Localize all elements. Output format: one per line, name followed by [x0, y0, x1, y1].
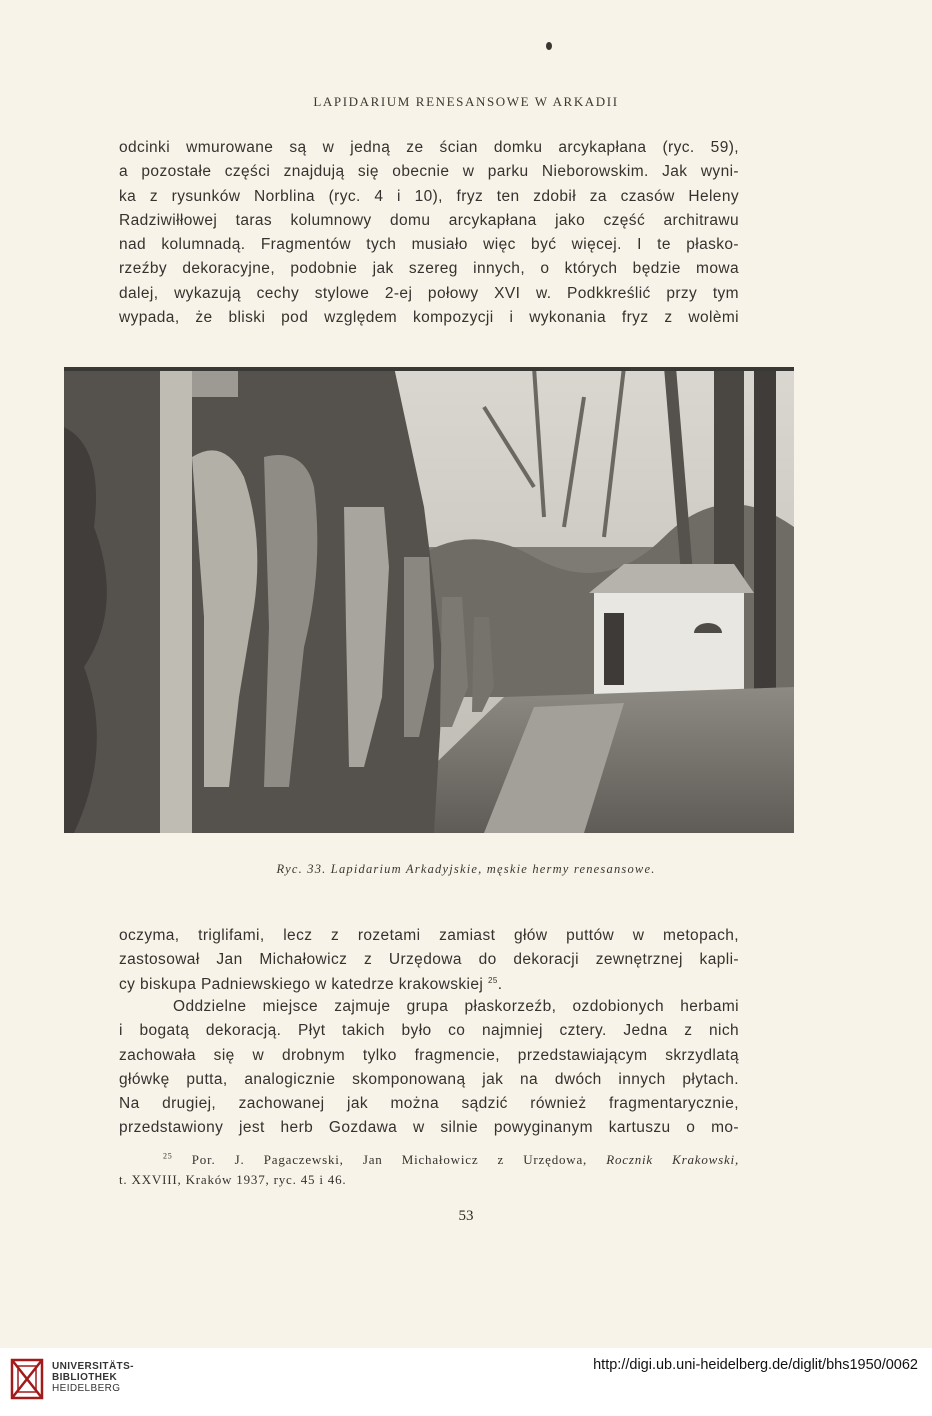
library-name: [52, 1361, 134, 1394]
text-line: i bogatą dekoracją. Płyt takich było co najmniej cztery. Jedna z nich: [119, 1022, 739, 1040]
text-line: rzeźby dekoracyjne, podobnie jak szereg innych, o których będzie mowa: [119, 260, 739, 278]
text-line: przedstawiony jest herb Gozdawa w silnie powyginanym kartuszu o mo-: [119, 1119, 739, 1137]
page-number: 53: [458, 1208, 474, 1224]
text-line: główkę putta, analogicznie skomponowaną jak na dwóch innych płytach.: [119, 1070, 739, 1088]
text-line: ka z rysunków Norblina (ryc. 4 i 10), fryz ten zdobił za czasów Heleny: [119, 187, 739, 205]
figure-caption: Ryc. 33. Lapidarium Arkadyjskie, męskie hermy renesansowe.: [276, 862, 656, 876]
library-name-line: BIBLIOTHEK: [52, 1372, 118, 1383]
text-line: [119, 973, 739, 997]
permalink-url[interactable]: http://digi.ub.uni-heidelberg.de/diglit/bhs1950/0062: [593, 1357, 918, 1373]
text-line: a pozostałe części znajdują się obecnie w parku Nieborowskim. Jak wyni-: [119, 163, 739, 181]
text-line: Oddzielne miejsce zajmuje grupa płaskorzeźb, ozdobionych herbami: [173, 998, 739, 1015]
library-name-line: UNIVERSITÄTS-: [52, 1361, 134, 1372]
footnote: [119, 1150, 739, 1190]
footnote-line: [119, 1150, 739, 1170]
library-logo-icon: [10, 1358, 44, 1400]
footnote-ref: 25: [487, 975, 498, 985]
text-line: odcinki wmurowane są w jedną ze ścian domku arcykapłana (ryc. 59),: [119, 139, 739, 156]
text-line: zastosował Jan Michałowicz z Urzędowa do dekoracji zewnętrznej kapli-: [119, 951, 739, 969]
footnote-journal: Rocznik Krakowski,: [606, 1152, 740, 1167]
sentence-end: .: [497, 975, 503, 993]
running-title: LAPIDARIUM RENESANSOWE W ARKADII: [313, 94, 619, 109]
paragraph-mid: [119, 924, 739, 997]
paragraph-bottom: [119, 995, 739, 1141]
text-line: Na drugiej, zachowanej jak można sądzić również fragmentarycznie,: [119, 1095, 739, 1113]
ink-dot: [546, 42, 552, 50]
text-line: dalej, wykazują cechy stylowe 2-ej połowy XVI w. Podkkreślić przy tym: [119, 284, 739, 302]
text-line: zachowała się w drobnym tylko fragmencie, przedstawiającym skrzydlatą: [119, 1046, 739, 1064]
footnote-number: 25: [163, 1151, 173, 1161]
text-line: nad kolumnadą. Fragmentów tych musiało więc być więcej. I te płasko-: [119, 236, 739, 254]
figure-photo-herms: [64, 367, 794, 833]
text-line: Radziwiłłowej taras kolumnowy domu arcykapłana jako część architrawu: [119, 211, 739, 229]
footnote-line: t. XXVIII, Kraków 1937, ryc. 45 i 46.: [119, 1172, 347, 1187]
paragraph-top: [119, 136, 739, 330]
footnote-text: Por. J. Pagaczewski, Jan Michałowicz z Urzędowa,: [172, 1152, 607, 1167]
text-line: oczyma, triglifami, lecz z rozetami zamiast głów puttów w metopach,: [119, 927, 739, 944]
text-line-content: cy biskupa Padniewskiego w katedrze krakowskiej: [119, 975, 484, 993]
text-line: wypada, że bliski pod względem kompozycji i wykonania fryz z wolèmi: [119, 309, 739, 327]
library-name-line: HEIDELBERG: [52, 1383, 121, 1394]
